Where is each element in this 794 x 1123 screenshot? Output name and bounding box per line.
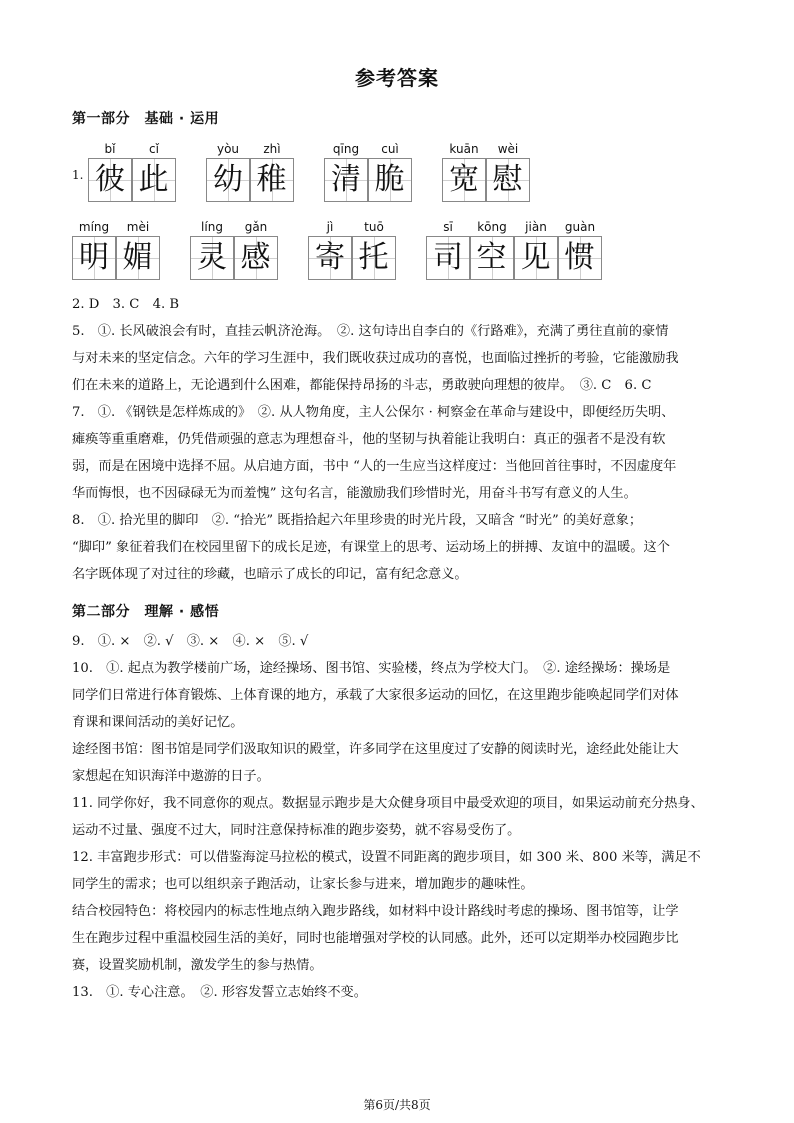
chinese-character: 感 [240, 240, 271, 275]
chinese-character: 幼 [213, 162, 243, 197]
tianzige-cell [234, 218, 278, 280]
answer-line: 育课和课间活动的美好记忆。 [72, 715, 244, 730]
tianzige-cell [88, 140, 132, 202]
chinese-character: 此 [138, 162, 169, 197]
pinyin-label: qīng [332, 142, 360, 156]
character-box [116, 236, 160, 280]
answer-line: 途经图书馆：图书馆是同学们汲取知识的殿堂，许多同学在这里度过了安静的阅读时光，途经此处能让大 [72, 742, 679, 757]
pinyin-label: bǐ [104, 142, 116, 156]
pinyin-label: kōng [477, 220, 507, 234]
answer-line: 11. 同学你好，我不同意你的观点。数据显示跑步是大众健身项目中最受欢迎的项目，如果运动前充分热身、 [72, 796, 704, 811]
answer-line: 7. ①. 《钢铁是怎样炼成的》 ②. 从人物角度，主人公保尔 · 柯察金在革命与建设中，即便经历失明、 [72, 405, 675, 420]
page-footer: 第6页/共8页 [363, 1098, 431, 1112]
pinyin-label: cuì [381, 142, 399, 156]
chinese-character: 托 [358, 240, 389, 275]
chinese-character: 宽 [449, 162, 479, 197]
character-box [442, 158, 486, 202]
chinese-character: 清 [331, 162, 361, 197]
tianzige-group [442, 140, 530, 202]
pinyin-grid-row-2 [72, 218, 632, 280]
chinese-character: 空 [476, 240, 507, 275]
character-box [250, 158, 294, 202]
tianzige-cell [308, 218, 352, 280]
pinyin-label: mèi [126, 220, 150, 234]
character-box [308, 236, 352, 280]
character-box [514, 236, 558, 280]
chinese-character: 慰 [492, 162, 523, 197]
character-box [234, 236, 278, 280]
section-heading-part1: 第一部分 基础 · 运用 [72, 111, 220, 127]
answer-line: 弱，而是在困境中选择不屈。从启迪方面，书中 “人的一生应当这样度过：当他回首往事时，不因虚度年 [72, 459, 677, 474]
answer-line: 生在跑步过程中重温校园生活的美好，同时也能增强对学校的认同感。此外，还可以定期举办校园跑步比 [72, 931, 679, 946]
pinyin-label: míng [78, 220, 110, 234]
tianzige-group [324, 140, 412, 202]
answer-line: 2. D 3. C 4. B [72, 297, 180, 312]
answer-line: 名字既体现了对过往的珍藏，也暗示了成长的印记，富有纪念意义。 [72, 567, 468, 582]
pinyin-label: líng [201, 220, 223, 234]
character-box [206, 158, 250, 202]
tianzige-cell [486, 140, 530, 202]
answer-line: 5. ①. 长风破浪会有时，直挂云帆济沧海。 ②. 这句诗出自李白的《行路难》，充满了勇往直前的豪情 [72, 324, 669, 339]
character-box [426, 236, 470, 280]
pinyin-label: tuō [364, 220, 384, 234]
tianzige-cell [324, 140, 368, 202]
tianzige-group [308, 218, 396, 280]
page-title: 参考答案 [355, 66, 439, 90]
answer-line: 们在未来的道路上，无论遇到什么困难，都能保持昂扬的斗志，勇敢驶向理想的彼岸。 ③. C 6. C [72, 378, 652, 393]
answer-line: 家想起在知识海洋中遨游的日子。 [72, 769, 270, 784]
chinese-character: 彼 [95, 162, 125, 197]
answer-line: 同学生的需求；也可以组织亲子跑活动，让家长参与进来，增加跑步的趣味性。 [72, 877, 534, 892]
answer-line: 赛，设置奖励机制，激发学生的参与热情。 [72, 958, 323, 973]
answer-line: 10. ①. 起点为教学楼前广场，途经操场、图书馆、实验楼，终点为学校大门。 ②. 途经操场：操场是 [72, 661, 671, 676]
chinese-character: 灵 [197, 240, 227, 275]
answer-line: 9. ①. × ②. √ ③. × ④. × ⑤. √ [72, 634, 309, 649]
tianzige-group [190, 218, 278, 280]
tianzige-cell [250, 140, 294, 202]
pinyin-label: jiàn [525, 220, 547, 234]
chinese-character: 司 [433, 240, 463, 275]
character-box [470, 236, 514, 280]
chinese-character: 惯 [564, 240, 595, 275]
tianzige-cell [368, 140, 412, 202]
pinyin-label: zhì [263, 142, 281, 156]
tianzige-cell [72, 218, 116, 280]
pinyin-label: cǐ [149, 142, 159, 156]
answer-line: 运动不过量、强度不过大，同时注意保持标准的跑步姿势，就不容易受伤了。 [72, 823, 521, 838]
answer-line: 同学们日常进行体育锻炼、上体育课的地方，承载了大家很多运动的回忆，在这里跑步能唤起同学们对体 [72, 688, 679, 703]
question-number-1: 1. [72, 168, 84, 182]
chinese-character: 脆 [374, 162, 405, 197]
tianzige-cell [558, 218, 602, 280]
answer-line: 瘫痪等重重磨难，仍凭借顽强的意志为理想奋斗，他的坚韧与执着能让我明白：真正的强者不是没有软 [72, 432, 666, 447]
pinyin-label: wèi [497, 142, 519, 156]
chinese-character: 明 [79, 240, 109, 275]
pinyin-label: gǎn [244, 220, 268, 234]
tianzige-group [72, 218, 160, 280]
tianzige-cell [352, 218, 396, 280]
character-box [88, 158, 132, 202]
character-box [324, 158, 368, 202]
pinyin-label: sī [443, 220, 453, 234]
answer-line: 华而悔恨，也不因碌碌无为而羞愧” 这句名言，能激励我们珍惜时光，用奋斗书写有意义的人生。 [72, 486, 637, 501]
tianzige-cell [116, 218, 160, 280]
answer-line: 13. ①. 专心注意。 ②. 形容发誓立志始终不变。 [72, 985, 367, 1000]
tianzige-group [426, 218, 602, 280]
pinyin-label: yòu [216, 142, 240, 156]
answer-line: 与对未来的坚定信念。六年的学习生涯中，我们既收获过成功的喜悦，也面临过挫折的考验，它能激励我 [72, 351, 679, 366]
character-box [132, 158, 176, 202]
character-box [558, 236, 602, 280]
answer-line: 8. ①. 拾光里的脚印 ②. “拾光” 既指拾起六年里珍贵的时光片段，又暗含 “时光” 的美好意象； [72, 513, 643, 528]
answer-line: “脚印” 象征着我们在校园里留下的成长足迹，有课堂上的思考、运动场上的拼搏、友谊中的温暖。这个 [72, 540, 670, 555]
tianzige-cell [426, 218, 470, 280]
character-box [368, 158, 412, 202]
tianzige-cell [190, 218, 234, 280]
character-box [72, 236, 116, 280]
chinese-character: 见 [520, 240, 551, 275]
answer-line: 结合校园特色：将校园内的标志性地点纳入跑步路线，如材料中设计路线时考虑的操场、图书馆等，让学 [72, 904, 679, 919]
tianzige-cell [206, 140, 250, 202]
section-heading-part2: 第二部分 理解 · 感悟 [72, 604, 220, 620]
tianzige-cell [442, 140, 486, 202]
character-box [486, 158, 530, 202]
character-box [352, 236, 396, 280]
pinyin-label: kuān [449, 142, 479, 156]
tianzige-group [206, 140, 294, 202]
pinyin-label: guàn [564, 220, 596, 234]
character-box [190, 236, 234, 280]
chinese-character: 媚 [122, 240, 153, 275]
answer-line: 12. 丰富跑步形式：可以借鉴海淀马拉松的模式，设置不同距离的跑步项目，如 300 米、800 米等，满足不 [72, 850, 701, 865]
tianzige-group [88, 140, 176, 202]
chinese-character: 稚 [256, 162, 287, 197]
pinyin-label: jì [326, 220, 334, 234]
chinese-character: 寄 [315, 240, 345, 275]
tianzige-cell [132, 140, 176, 202]
tianzige-cell [514, 218, 558, 280]
tianzige-cell [470, 218, 514, 280]
pinyin-grid-row-1 [88, 140, 560, 202]
